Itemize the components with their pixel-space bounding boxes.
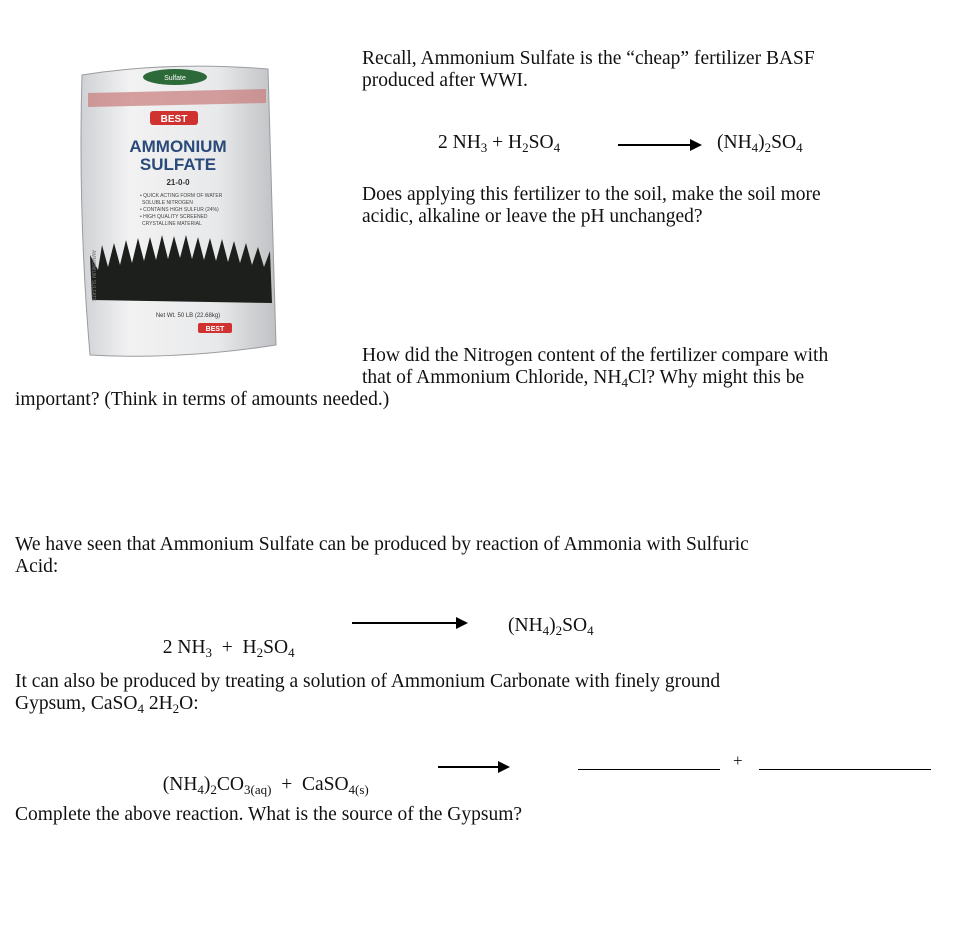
bag-side-text: AMMONIUM SULFATE	[90, 250, 96, 302]
svg-text:Sulfate: Sulfate	[164, 75, 186, 82]
equation-2-reactants: 2 $NH_3 + H_2SO_4$	[162, 637, 295, 660]
net-weight-label: Net Wt. 50 LB (22.68kg)	[155, 313, 221, 319]
nitrogen-question-line3: important? (Think in terms of amounts needed.)	[15, 389, 390, 410]
equation-1-reactants: 2 $NH_3 + H_2SO_4$	[438, 132, 561, 155]
completion-question: Complete the above reaction. What is the source of the Gypsum?	[15, 804, 523, 825]
product-blank-2[interactable]	[759, 769, 931, 770]
svg-text:BEST: BEST	[160, 114, 188, 125]
product-name-line2: SULFATE	[139, 155, 217, 174]
feature-line-1: • QUICK ACTING FORM OF WATER	[140, 193, 223, 199]
reaction-arrow-1	[618, 144, 700, 146]
plus-sign: +	[733, 751, 743, 770]
feature-line-5: CRYSTALLINE MATERIAL	[142, 221, 202, 227]
feature-line-2: SOLUBLE NITROGEN	[142, 200, 193, 206]
nitrogen-question-line2: that of Ammonium Chloride, $NH_4Cl$? Why might this be	[362, 367, 805, 390]
nitrogen-question-line1: How did the Nitrogen content of the fertilizer compare with	[362, 345, 829, 366]
fertilizer-bag-image	[70, 55, 285, 365]
feature-line-3: • CONTAINS HIGH SULFUR (24%)	[140, 207, 219, 213]
svg-text:BEST: BEST	[205, 326, 225, 333]
product-blank-1[interactable]	[578, 769, 720, 770]
feature-line-4: • HIGH QUALITY SCREENED	[140, 214, 208, 220]
equation-1-products: $(NH_4)_2SO_4$	[717, 132, 803, 155]
gypsum-paragraph: It can also be produced by treating a solution of Ammonium Carbonate with finely ground Gypsum, CaSO$_4$ $2H_2O$:	[15, 671, 721, 716]
reaction-arrow-2	[352, 622, 466, 624]
reaction-arrow-3	[438, 766, 508, 768]
production-paragraph: We have seen that Ammonium Sulfate can be produced by reaction of Ammonia with Sulfuric Acid:	[15, 534, 749, 577]
grade-label: 21-0-0	[166, 178, 190, 187]
equation-2-products: $(NH_4)_2SO_4$	[508, 615, 594, 638]
intro-paragraph: Recall, Ammonium Sulfate is the “cheap” fertilizer BASF produced after WWI.	[362, 48, 815, 91]
product-name-line1: AMMONIUM	[129, 137, 227, 156]
ph-question: Does applying this fertilizer to the soil, make the soil more acidic, alkaline or leave the pH unchanged?	[362, 184, 821, 227]
equation-3-reactants: $(NH_4)_2CO_{3(aq)}$ + CaSO$_{4(s)}$	[162, 774, 369, 797]
